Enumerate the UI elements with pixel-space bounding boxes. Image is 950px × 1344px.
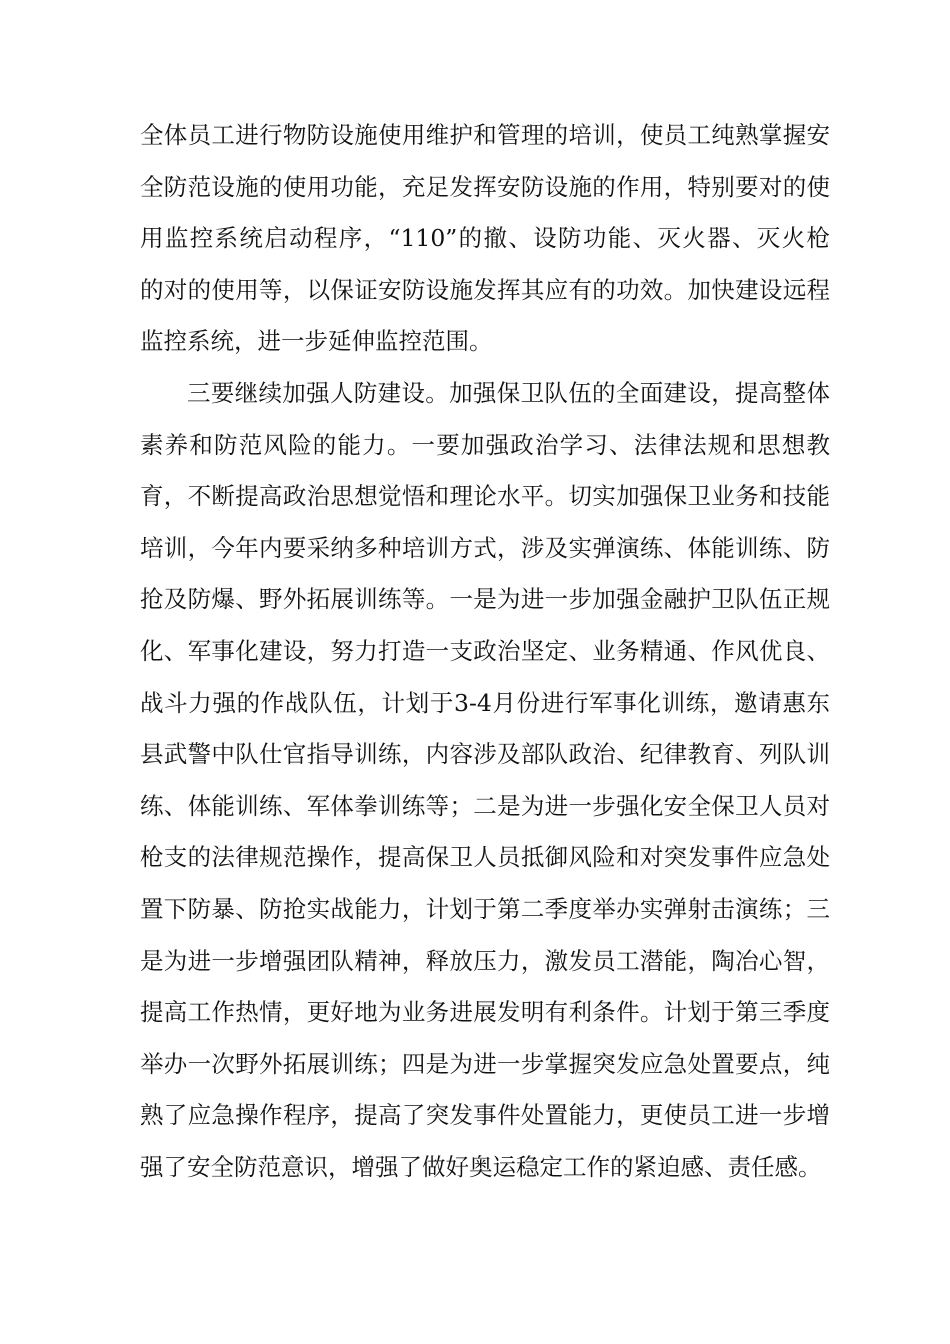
paragraph-2 bbox=[140, 368, 830, 1194]
text-line: 全体员工进行物防设施使用维护和管理的培训，使员工纯熟掌握安 bbox=[140, 121, 830, 149]
text-line: 提高工作热情，更好地为业务进展发明有利条件。计划于第三季度 bbox=[140, 998, 830, 1027]
text-line: 育，不断提高政治思想觉悟和理论水平。切实加强保卫业务和技能 bbox=[140, 482, 830, 511]
text-line: 用监控系统启动程序，“110”的撤、设防功能、灭火器、灭火枪 bbox=[140, 224, 830, 253]
text-line: 练、体能训练、军体拳训练等；二是为进一步强化安全保卫人员对 bbox=[140, 791, 830, 820]
text-line: 战斗力强的作战队伍，计划于3-4月份进行军事化训练，邀请惠东 bbox=[140, 688, 830, 717]
text-line: 是为进一步增强团队精神，释放压力，激发员工潜能，陶冶心智， bbox=[140, 946, 830, 975]
text-line: 培训，今年内要采纳多种培训方式，涉及实弹演练、体能训练、防 bbox=[140, 533, 830, 562]
text-line: 置下防暴、防抢实战能力，计划于第二季度举办实弹射击演练；三 bbox=[140, 894, 830, 923]
text-line: 监控系统，进一步延伸监控范围。 bbox=[140, 327, 493, 356]
text-line: 抢及防爆、野外拓展训练等。一是为进一步加强金融护卫队伍正规 bbox=[140, 585, 830, 614]
paragraph-1 bbox=[140, 110, 830, 368]
document-body bbox=[140, 110, 830, 1193]
text-line: 的对的使用等，以保证安防设施发挥其应有的功效。加快建设远程 bbox=[140, 275, 830, 304]
text-line: 全防范设施的使用功能，充足发挥安防设施的作用，特别要对的使 bbox=[140, 172, 830, 201]
text-line: 强了安全防范意识，增强了做好奥运稳定工作的紧迫感、责任感。 bbox=[140, 1152, 822, 1181]
text-line: 熟了应急操作程序，提高了突发事件处置能力，更使员工进一步增 bbox=[140, 1101, 830, 1130]
text-line: 枪支的法律规范操作，提高保卫人员抵御风险和对突发事件应急处 bbox=[140, 843, 830, 872]
text-line: 三要继续加强人防建设。加强保卫队伍的全面建设，提高整体 bbox=[187, 378, 830, 407]
text-line: 化、军事化建设，努力打造一支政治坚定、业务精通、作风优良、 bbox=[140, 636, 830, 665]
text-line: 素养和防范风险的能力。一要加强政治学习、法律法规和思想教 bbox=[140, 430, 830, 459]
text-line: 举办一次野外拓展训练；四是为进一步掌握突发应急处置要点，纯 bbox=[140, 1049, 830, 1078]
text-line: 县武警中队仕官指导训练，内容涉及部队政治、纪律教育、列队训 bbox=[140, 740, 830, 769]
